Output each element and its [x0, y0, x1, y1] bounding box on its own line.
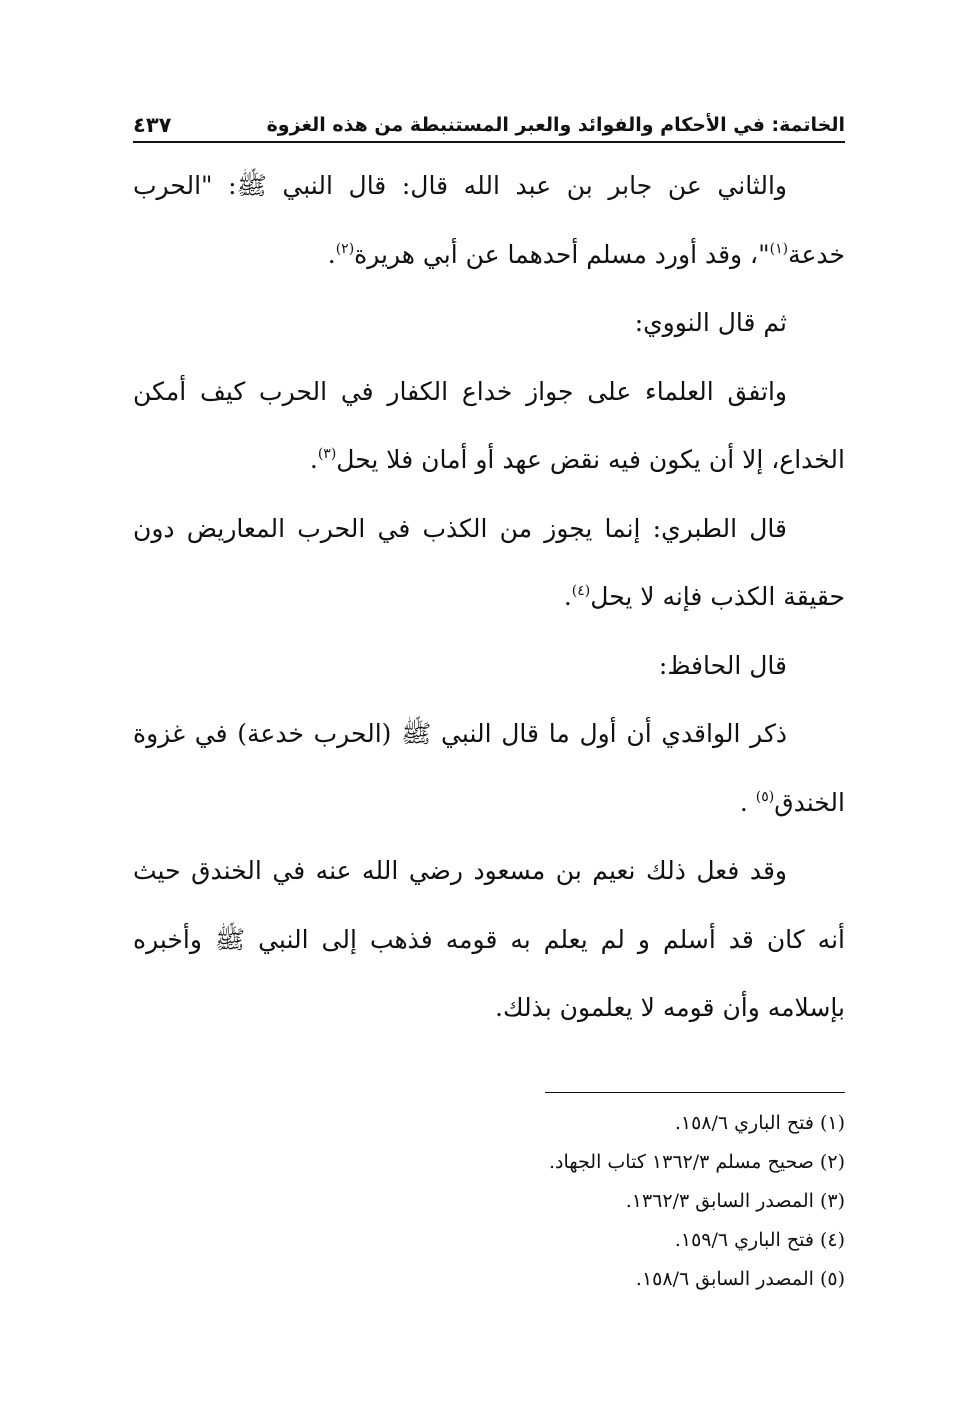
header-rule — [133, 141, 845, 143]
paragraph-text: وقد فعل ذلك نعيم بن مسعود رضي الله عنه في الخندق حيث أنه كان قد أسلم و لم يعلم به قومه فذهب إلى النبي ﷺ وأخبره بإسلامه وأن قومه لا يعلمون بذلك. — [133, 856, 845, 1022]
footnotes — [133, 1104, 845, 1299]
paragraph-text: والثاني عن جابر بن عبد الله قال: قال النبي ﷺ: "الحرب خدعة — [133, 171, 845, 269]
paragraph-text: . — [739, 787, 756, 817]
chapter-title: الخاتمة: في الأحكام والفوائد والعبر المستنبطة من هذه الغزوة — [266, 114, 845, 136]
paragraph-text: ذكر الواقدي أن أول ما قال النبي ﷺ (الحرب خدعة) في غزوة الخندق — [133, 719, 845, 817]
paragraph-1 — [133, 152, 845, 289]
paragraph-4 — [133, 495, 845, 632]
footnote-5: (٥) المصدر السابق ١٥٨/٦. — [635, 1268, 845, 1290]
body-text — [133, 152, 845, 1043]
paragraph-text: قال الطبري: إنما يجوز من الكذب في الحرب المعاريض دون حقيقة الكذب فإنه لا يحل — [133, 513, 845, 611]
paragraph-text: . — [563, 582, 572, 611]
paragraph-7 — [133, 837, 845, 1043]
paragraph-text: ثم قال النووي: — [634, 308, 787, 337]
footnote-3: (٣) المصدر السابق ١٣٦٢/٣. — [625, 1190, 845, 1212]
footnote-2: (٢) صحيح مسلم ١٣٦٢/٣ كتاب الجهاد. — [549, 1151, 845, 1173]
footnote-marker: (٢) — [335, 240, 355, 257]
paragraph-text: . — [309, 445, 318, 474]
footnote-4: (٤) فتح الباري ١٥٩/٦. — [674, 1229, 845, 1251]
page-number: ٤٣٧ — [133, 113, 172, 137]
paragraph-text: "، وقد أورد مسلم أحدهما عن أبي هريرة — [354, 239, 770, 269]
paragraph-text: واتفق العلماء على جواز خداع الكفار في الحرب كيف أمكن الخداع، إلا أن يكون فيه نقض عهد أو أمان فلا يحل — [133, 376, 845, 474]
footnote-marker: (٤) — [571, 583, 591, 599]
footnote-marker: (١) — [769, 240, 789, 257]
paragraph-text: قال الحافظ: — [658, 650, 787, 680]
paragraph-3 — [133, 358, 845, 495]
footnote-marker: (٥) — [755, 788, 775, 805]
running-header — [133, 104, 845, 140]
paragraph-2 — [133, 289, 845, 358]
paragraph-5 — [133, 632, 845, 701]
footnote-separator — [545, 1092, 845, 1093]
footnote-marker: (٣) — [317, 446, 337, 462]
paragraph-text: . — [327, 239, 336, 269]
footnote-1: (١) فتح الباري ١٥٨/٦. — [674, 1112, 845, 1134]
paragraph-6 — [133, 700, 845, 837]
